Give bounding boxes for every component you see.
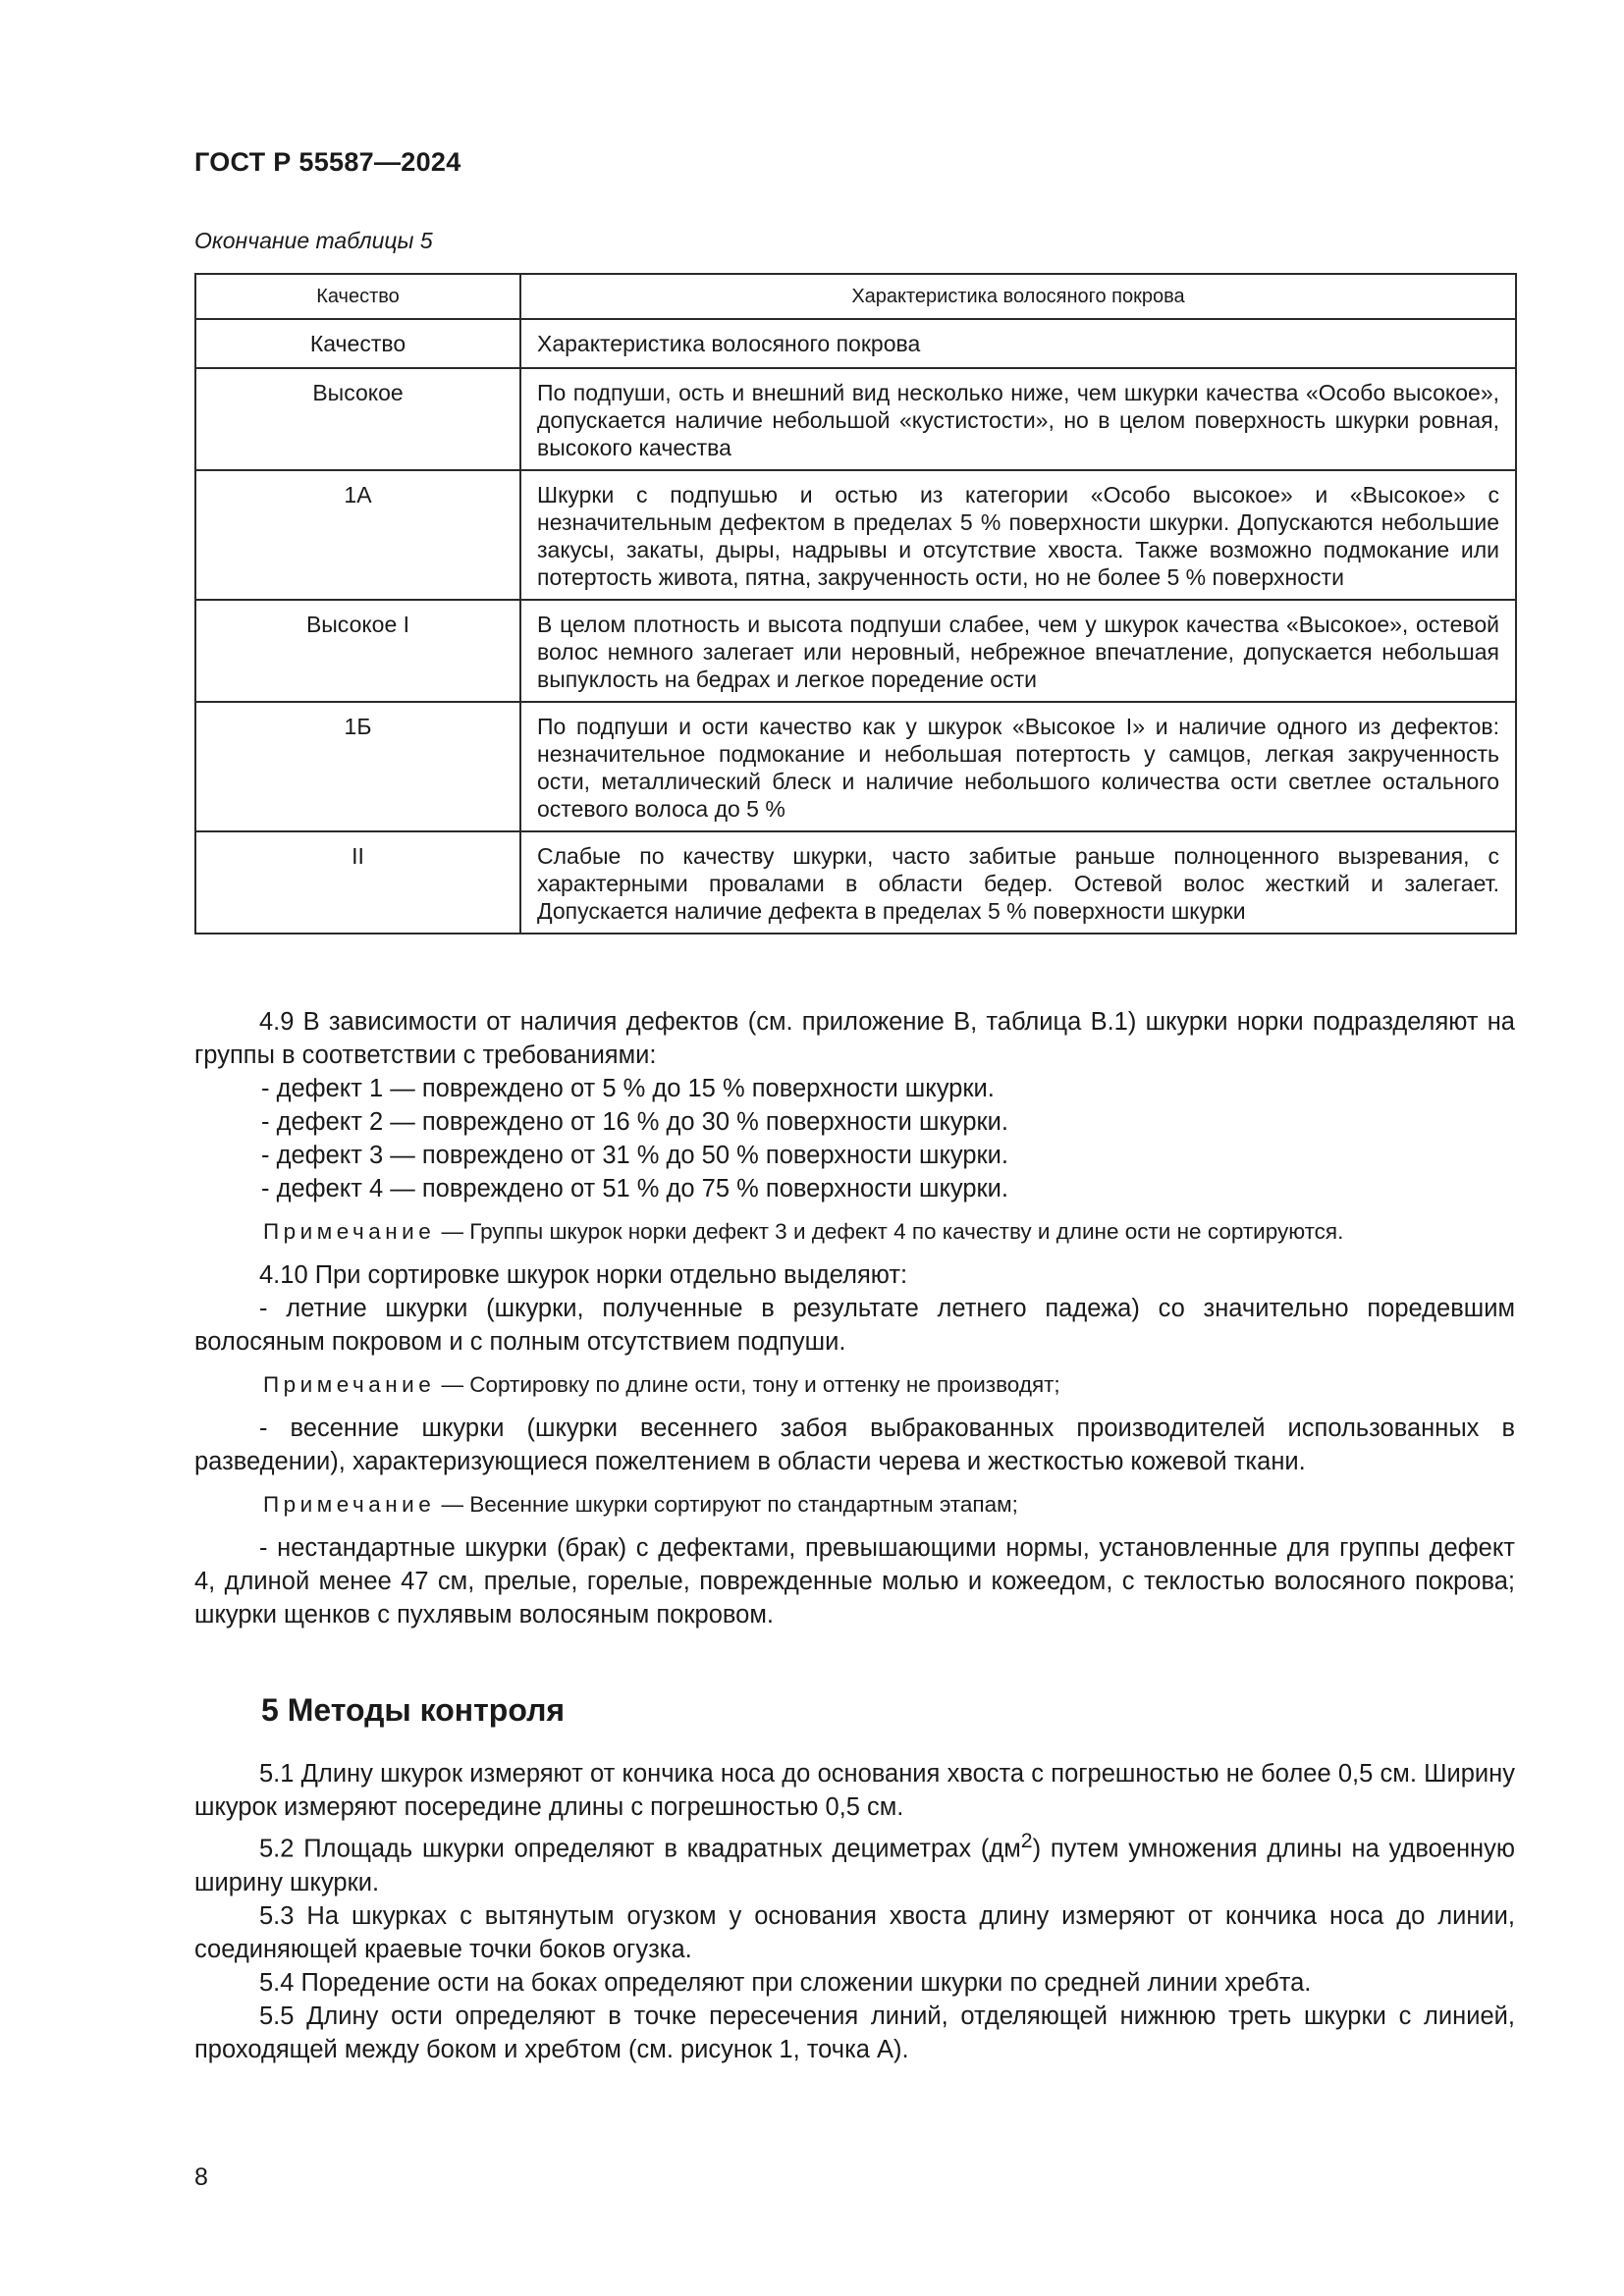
quality-cell: II — [195, 831, 520, 934]
note-spring — [194, 1488, 1515, 1522]
description-cell: По подпуши, ость и внешний вид несколько ниже, чем шкурки качества «Особо высокое», допускается наличие небольшой «кустистости», но в целом поверхность шкурки ровная, высокого качества — [520, 368, 1516, 470]
quality-cell: Качество — [195, 319, 520, 368]
table-caption: Окончание таблицы 5 — [194, 228, 433, 253]
quality-table — [194, 273, 1517, 934]
description-cell: Характеристика волосяного покрова — [520, 319, 1516, 368]
quality-cell: 1А — [195, 470, 520, 600]
quality-cell: 1Б — [195, 702, 520, 831]
description-cell: По подпуши и ости качество как у шкурок «Высокое I» и наличие одного из дефектов: незначительное подмокание и небольшая потертость у самцов, легкая закрученность ости, металлический блеск и наличие небольшого количества ости светлее остального остевого волоса до 5 % — [520, 702, 1516, 831]
clause-5-2-end: ) путем умножения длины на удвоенную ширину шкурки. — [194, 1835, 1515, 1896]
table-row — [195, 600, 1516, 702]
column-header-quality: Качество — [195, 274, 520, 319]
table-row — [195, 702, 1516, 831]
page-number: 8 — [194, 2163, 208, 2191]
clause-4-10-intro: 4.10 При сортировке шкурок норки отдельно выделяют: — [259, 1261, 908, 1289]
defect-group-item: - дефект 1 — повреждено от 5 % до 15 % поверхности шкурки. — [261, 1075, 995, 1102]
clause-5-3: 5.3 На шкурках с вытянутым огузком у основания хвоста длину измеряют от кончика носа до линии, соединяющей краевые точки боков огузка. — [194, 1901, 1515, 1963]
section-5-text — [194, 1757, 1515, 2066]
defect-group-item: - дефект 3 — повреждено от 31 % до 50 % поверхности шкурки. — [261, 1142, 1009, 1169]
spring-skins-item: - весенние шкурки (шкурки весеннего забоя выбракованных производителей использованных в разведении), характеризующиеся пожелтением в области черева и жесткостью кожевой ткани. — [194, 1415, 1515, 1475]
quality-cell: Высокое I — [195, 600, 520, 702]
table-header-row — [195, 274, 1516, 319]
table-row — [195, 319, 1516, 368]
table-row — [195, 831, 1516, 934]
clause-5-1: 5.1 Длину шкурок измеряют от кончика носа до основания хвоста с погрешностью не более 0,5 см. Ширину шкурок измеряют посередине длины с погрешностью 0,5 см. — [194, 1760, 1515, 1821]
clause-5-4: 5.4 Поредение ости на боках определяют при сложении шкурки по средней линии хребта. — [259, 1968, 1312, 1997]
quality-cell: Высокое — [195, 368, 520, 470]
standard-designation: ГОСТ Р 55587—2024 — [194, 147, 461, 177]
column-header-characteristic: Характеристика волосяного покрова — [520, 274, 1516, 319]
clause-5-2 — [194, 1824, 1515, 1899]
clause-4-9-intro: 4.9 В зависимости от наличия дефектов (см. приложение В, таблица В.1) шкурки норки подразделяют на группы в соответствии с требованиями: — [194, 1008, 1515, 1069]
superscript-2: 2 — [1020, 1829, 1033, 1852]
description-cell: Шкурки с подпушью и остью из категории «Особо высокое» и «Высокое» с незначительным дефектом в пределах 5 % поверхности шкурки. Допускаются небольшие закусы, закаты, дыры, надрывы и отсутствие хвоста. Также возможно подмокание или потертость живота, пятна, закрученность ости, но не более 5 % поверхности — [520, 470, 1516, 600]
note-4-9 — [194, 1215, 1515, 1249]
note-label: Примечание — [263, 1219, 436, 1244]
table-row — [195, 470, 1516, 600]
section-4-text — [194, 1005, 1515, 1631]
defect-group-item: - дефект 4 — повреждено от 51 % до 75 % поверхности шкурки. — [261, 1175, 1009, 1202]
description-cell: Слабые по качеству шкурки, часто забитые раньше полноценного вызревания, с характерными провалами в области бедер. Остевой волос жесткий и залегает. Допускается наличие дефекта в пределах 5 % поверхности шкурки — [520, 831, 1516, 934]
note-summer — [194, 1368, 1515, 1402]
section-5-title: 5 Методы контроля — [261, 1692, 566, 1728]
note-text: — Весенние шкурки сортируют по стандартным этапам; — [441, 1492, 1018, 1517]
description-cell: В целом плотность и высота подпуши слабее, чем у шкурок качества «Высокое», остевой волос немного залегает или неровный, небрежное впечатление, допускается небольшая выпуклость на бедрах и легкое поредение ости — [520, 600, 1516, 702]
clause-5-5: 5.5 Длину ости определяют в точке пересечения линий, отделяющей нижнюю треть шкурки с линией, проходящей между боком и хребтом (см. рисунок 1, точка А). — [194, 2002, 1515, 2063]
note-label: Примечание — [263, 1492, 436, 1517]
clause-5-2-start: 5.2 Площадь шкурки определяют в квадратных дециметрах (дм — [259, 1835, 1021, 1863]
table-row — [195, 368, 1516, 470]
summer-skins-item: - летние шкурки (шкурки, полученные в результате летнего падежа) со значительно поредевшим волосяным покровом и с полным отсутствием подпуши. — [194, 1295, 1515, 1356]
nonstandard-skins-item: - нестандартные шкурки (брак) с дефектами, превышающими нормы, установленные для группы дефект 4, длиной менее 47 см, прелые, горелые, поврежденные молью и кожеедом, с теклостью волосяного покрова; шкурки щенков с пухлявым волосяным покровом. — [194, 1534, 1515, 1629]
defect-group-item: - дефект 2 — повреждено от 16 % до 30 % поверхности шкурки. — [261, 1108, 1009, 1136]
note-label: Примечание — [263, 1372, 436, 1397]
note-text: — Сортировку по длине ости, тону и оттенку не производят; — [441, 1372, 1060, 1397]
note-text: — Группы шкурок норки дефект 3 и дефект 4 по качеству и длине ости не сортируются. — [441, 1219, 1344, 1244]
